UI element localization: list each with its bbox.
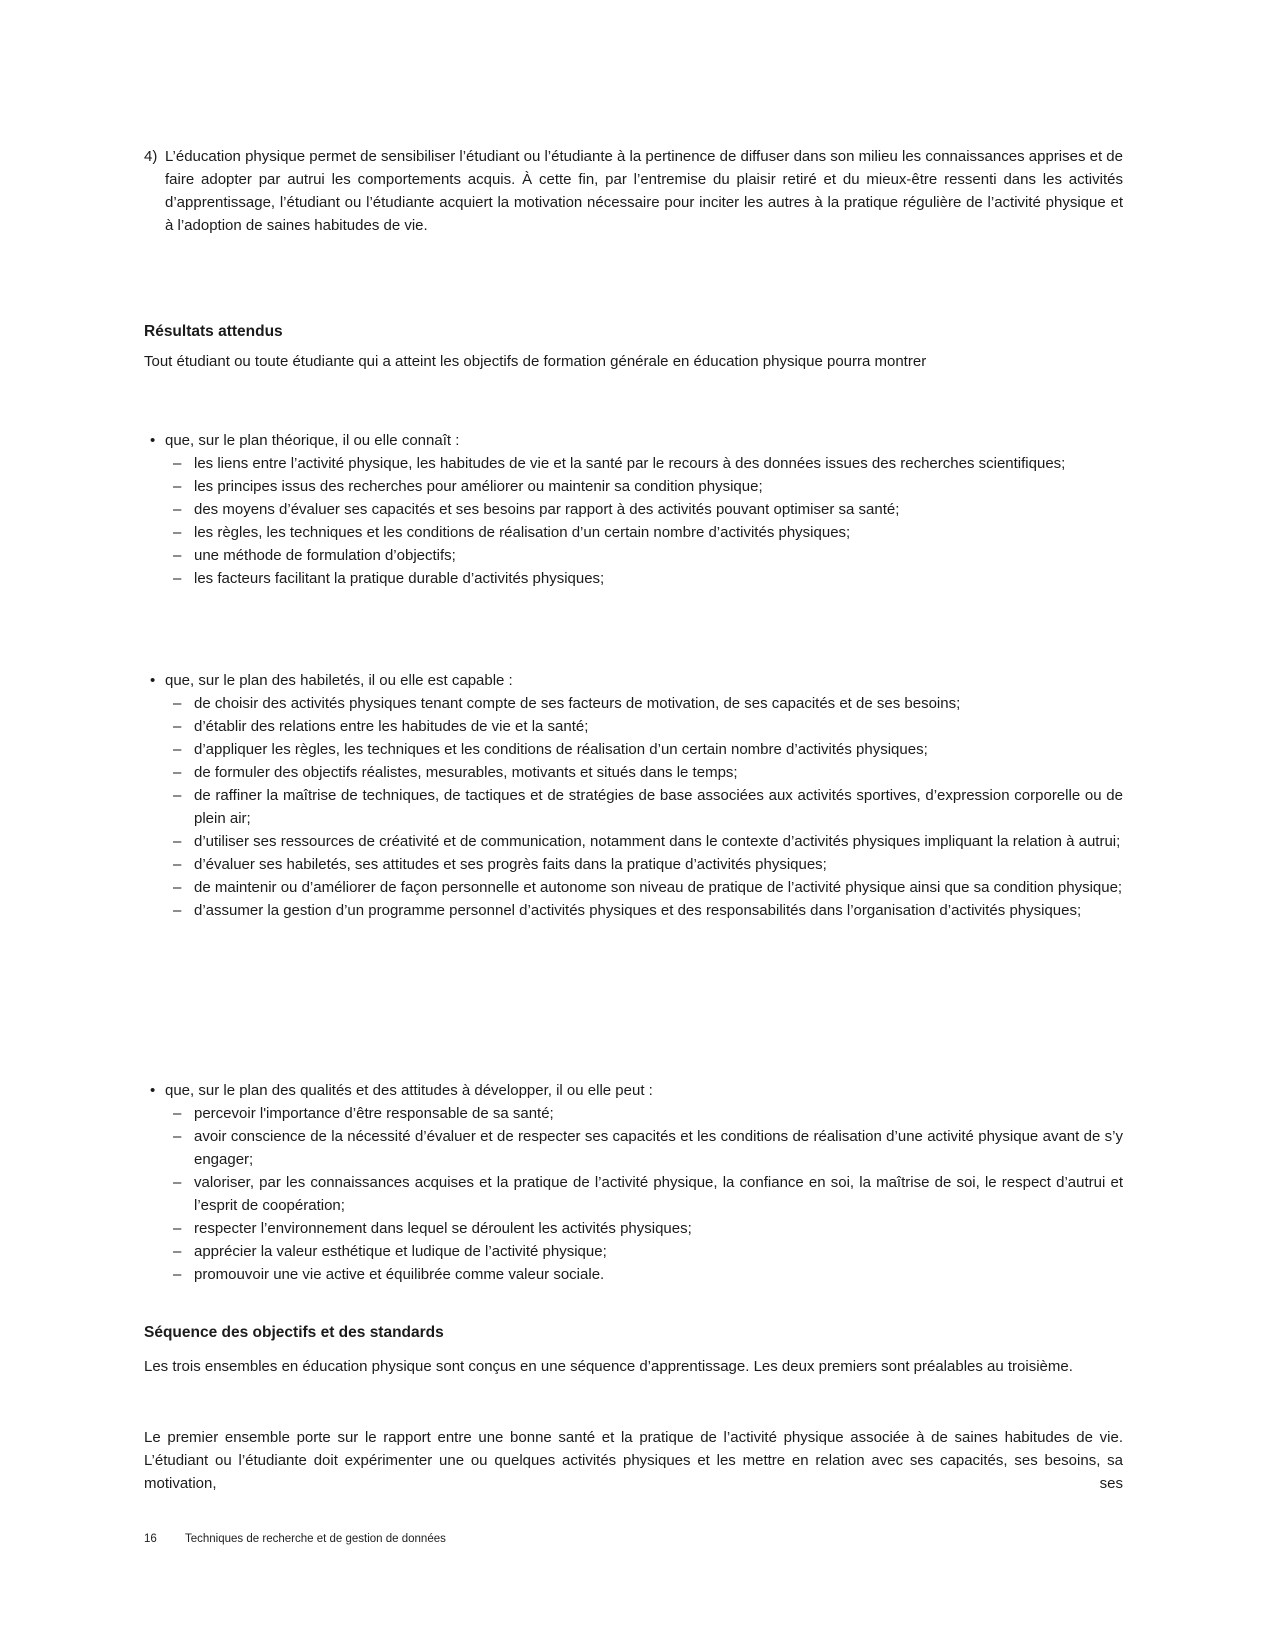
bullet-icon: • bbox=[150, 1082, 156, 1099]
bullet-icon: • bbox=[150, 432, 156, 449]
list-item-text: de raffiner la maîtrise de techniques, de tactiques et de stratégies de base associées aux activités sportives, d’expression corporelle ou de plein air; bbox=[194, 787, 1123, 827]
bullet-lead bbox=[144, 429, 1123, 452]
list-item-text: une méthode de formulation d’objectifs; bbox=[194, 547, 456, 564]
resultats-intro-paragraph: Tout étudiant ou toute étudiante qui a atteint les objectifs de formation générale en éducation physique pourra montrer bbox=[144, 353, 927, 370]
heading-resultats-attendus: Résultats attendus bbox=[144, 323, 283, 340]
bullet-section-plan-habiletes bbox=[144, 669, 1123, 922]
dash-icon: – bbox=[173, 718, 182, 735]
dash-icon: – bbox=[173, 1220, 182, 1237]
list-item bbox=[144, 784, 1123, 830]
list-item bbox=[144, 475, 1123, 498]
bullet-icon: • bbox=[150, 672, 156, 689]
page-number: 16 bbox=[144, 1533, 157, 1545]
list-item-text: de choisir des activités physiques tenant compte de ses facteurs de motivation, de ses capacités et de ses besoins; bbox=[194, 695, 961, 712]
list-item-text: percevoir l'importance d’être responsable de sa santé; bbox=[194, 1105, 554, 1122]
dash-icon: – bbox=[173, 547, 182, 564]
list-item bbox=[144, 761, 1123, 784]
bullet-lead bbox=[144, 669, 1123, 692]
dash-icon: – bbox=[173, 1243, 182, 1260]
list-item bbox=[144, 738, 1123, 761]
dash-icon: – bbox=[173, 879, 182, 896]
list-item bbox=[144, 544, 1123, 567]
list-item-text: d’évaluer ses habiletés, ses attitudes et ses progrès faits dans la pratique d’activités physiques; bbox=[194, 856, 827, 873]
list-item-text: les principes issus des recherches pour améliorer ou maintenir sa condition physique; bbox=[194, 478, 763, 495]
bullet-section-plan-theorique bbox=[144, 429, 1123, 590]
dash-icon: – bbox=[173, 764, 182, 781]
dash-icon: – bbox=[173, 501, 182, 518]
list-item-text: les liens entre l’activité physique, les habitudes de vie et la santé par le recours à des données issues des recherches scientifiques; bbox=[194, 455, 1066, 472]
dash-icon: – bbox=[173, 695, 182, 712]
dash-icon: – bbox=[173, 902, 182, 919]
list-item-text: d’établir des relations entre les habitudes de vie et la santé; bbox=[194, 718, 589, 735]
dash-icon: – bbox=[173, 1128, 182, 1145]
bullet-section-qualites-attitudes bbox=[144, 1079, 1123, 1286]
footer-document-title: Techniques de recherche et de gestion de données bbox=[185, 1533, 446, 1545]
dash-icon: – bbox=[173, 787, 182, 804]
list-item-text: d’appliquer les règles, les techniques et les conditions de réalisation d’un certain nombre d’activités physiques; bbox=[194, 741, 928, 758]
list-item bbox=[144, 452, 1123, 475]
list-item bbox=[144, 853, 1123, 876]
dash-icon: – bbox=[173, 570, 182, 587]
list-item-text: avoir conscience de la nécessité d’évaluer et de respecter ses capacités et les conditions de réalisation d’une activité physique avant de s’y engager; bbox=[194, 1128, 1123, 1168]
list-item-text: de formuler des objectifs réalistes, mesurables, motivants et situés dans le temps; bbox=[194, 764, 738, 781]
bullet-lead-text: que, sur le plan des qualités et des attitudes à développer, il ou elle peut : bbox=[165, 1082, 653, 1099]
paragraph-text: L’éducation physique permet de sensibiliser l’étudiant ou l’étudiante à la pertinence de diffuser dans son milieu les connaissances apprises et de faire adopter par autrui les comportements acquis. À cette fin, par l’entremise du plaisir retiré et du mieux-être ressenti dans les activités d’apprentissage, l’étudiant ou l’étudiante acquiert la motivation nécessaire pour inciter les autres à la pratique régulière de l’activité physique et à l’adoption de saines habitudes de vie. bbox=[165, 148, 1123, 234]
heading-sequence-objectifs: Séquence des objectifs et des standards bbox=[144, 1324, 444, 1341]
list-item-text: d’assumer la gestion d’un programme personnel d’activités physiques et des responsabilités dans l’organisation d’activités physiques; bbox=[194, 902, 1082, 919]
list-item-text: promouvoir une vie active et équilibrée comme valeur sociale. bbox=[194, 1266, 605, 1283]
list-item bbox=[144, 899, 1123, 922]
list-item bbox=[144, 1217, 1123, 1240]
dash-icon: – bbox=[173, 1266, 182, 1283]
dash-icon: – bbox=[173, 856, 182, 873]
list-item bbox=[144, 498, 1123, 521]
list-item bbox=[144, 715, 1123, 738]
list-item-text: des moyens d’évaluer ses capacités et ses besoins par rapport à des activités pouvant optimiser sa santé; bbox=[194, 501, 900, 518]
list-item-text: d’utiliser ses ressources de créativité et de communication, notamment dans le contexte d’activités physiques impliquant la relation à autrui; bbox=[194, 833, 1121, 850]
list-item bbox=[144, 692, 1123, 715]
bullet-lead bbox=[144, 1079, 1123, 1102]
bullet-lead-text: que, sur le plan des habiletés, il ou elle est capable : bbox=[165, 672, 513, 689]
list-item bbox=[144, 1171, 1123, 1217]
dash-icon: – bbox=[173, 455, 182, 472]
dash-icon: – bbox=[173, 741, 182, 758]
sequence-paragraph-1: Les trois ensembles en éducation physique sont conçus en une séquence d’apprentissage. Les deux premiers sont préalables au troisième. bbox=[144, 1358, 1073, 1375]
list-item bbox=[144, 1263, 1123, 1286]
list-item bbox=[144, 567, 1123, 590]
list-item-text: les règles, les techniques et les conditions de réalisation d’un certain nombre d’activités physiques; bbox=[194, 524, 851, 541]
list-item bbox=[144, 1102, 1123, 1125]
dash-icon: – bbox=[173, 833, 182, 850]
list-number: 4) bbox=[144, 148, 158, 165]
list-item-text: valoriser, par les connaissances acquises et la pratique de l’activité physique, la confiance en soi, la maîtrise de soi, le respect d’autrui et l’esprit de coopération; bbox=[194, 1174, 1123, 1214]
list-item-text: les facteurs facilitant la pratique durable d’activités physiques; bbox=[194, 570, 605, 587]
dash-icon: – bbox=[173, 478, 182, 495]
list-item-text: apprécier la valeur esthétique et ludique de l’activité physique; bbox=[194, 1243, 607, 1260]
list-item bbox=[144, 1125, 1123, 1171]
list-item-text: respecter l’environnement dans lequel se déroulent les activités physiques; bbox=[194, 1220, 692, 1237]
bullet-lead-text: que, sur le plan théorique, il ou elle connaît : bbox=[165, 432, 460, 449]
dash-icon: – bbox=[173, 1174, 182, 1191]
dash-icon: – bbox=[173, 524, 182, 541]
list-item-text: de maintenir ou d’améliorer de façon personnelle et autonome son niveau de pratique de l’activité physique ainsi que sa condition physique; bbox=[194, 879, 1123, 896]
list-item bbox=[144, 1240, 1123, 1263]
list-item bbox=[144, 876, 1123, 899]
numbered-paragraph-4 bbox=[144, 145, 1123, 237]
dash-icon: – bbox=[173, 1105, 182, 1122]
sequence-paragraph-2: Le premier ensemble porte sur le rapport entre une bonne santé et la pratique de l’activité physique associée à de saines habitudes de vie. L’étudiant ou l’étudiante doit expérimenter une ou quelques activités physiques et les mettre en relation avec ses capacités, ses besoins, sa motivation, ses bbox=[144, 1429, 1123, 1492]
page-footer bbox=[144, 1532, 1123, 1547]
list-item bbox=[144, 830, 1123, 853]
list-item bbox=[144, 521, 1123, 544]
